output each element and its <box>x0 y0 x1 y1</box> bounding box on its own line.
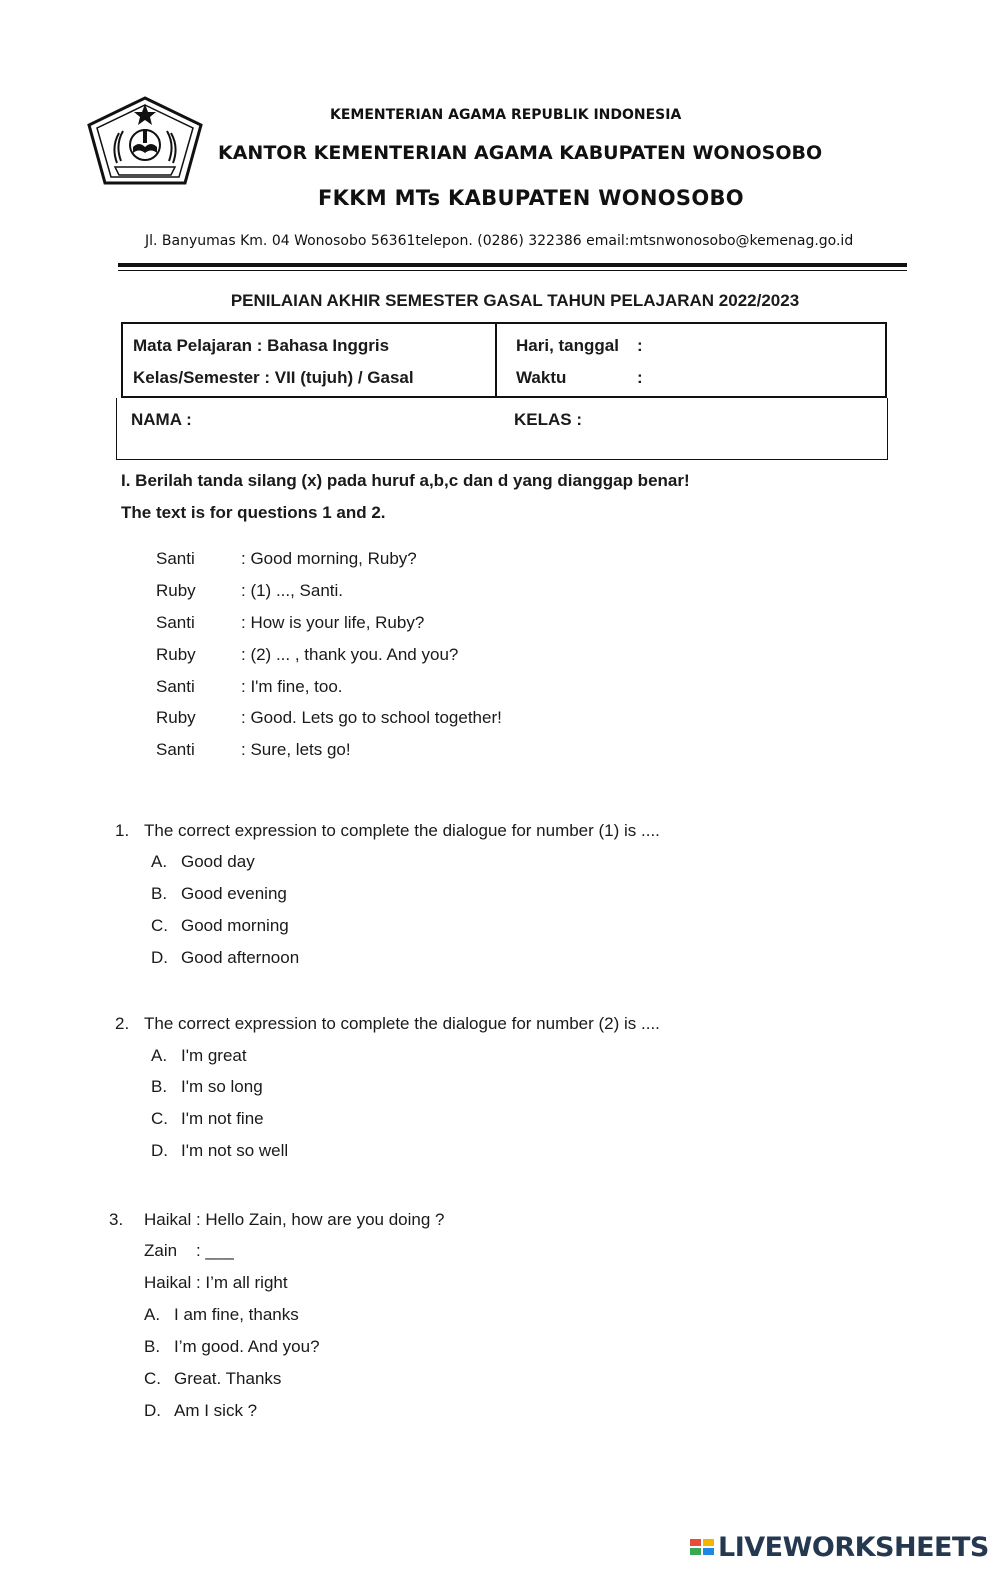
day-date-colon: : <box>637 336 643 355</box>
option-text[interactable]: I’m good. And you? <box>174 1337 320 1356</box>
dialogue-speaker: Santi <box>156 740 195 759</box>
liveworksheets-logo-icon <box>690 1539 714 1555</box>
dialogue-line: : (1) ..., Santi. <box>241 581 344 600</box>
day-date-label: Hari, tanggal <box>516 336 619 355</box>
exam-title: PENILAIAN AKHIR SEMESTER GASAL TAHUN PELAJARAN 2022/2023 <box>230 291 800 310</box>
option-letter[interactable]: B. <box>151 1077 168 1096</box>
option-letter[interactable]: A. <box>151 1046 168 1065</box>
question-number: 1. <box>115 821 130 840</box>
option-text[interactable]: I'm not so well <box>181 1141 289 1160</box>
question-dialogue-line: Zain : ___ <box>144 1241 234 1260</box>
text-reference: The text is for questions 1 and 2. <box>121 503 386 522</box>
forum-name: FKKM MTs KABUPATEN WONOSOBO <box>318 186 744 210</box>
question-stem: The correct expression to complete the dialogue for number (1) is .... <box>144 821 660 840</box>
option-text[interactable]: Am I sick ? <box>174 1401 258 1420</box>
liveworksheets-footer[interactable] <box>690 1530 989 1564</box>
ministry-logo-icon <box>85 95 205 187</box>
office-address: Jl. Banyumas Km. 04 Wonosobo 56361telepon. (0286) 322386 email:mtsnwonosobo@kemenag.go.id <box>145 233 854 249</box>
option-letter[interactable]: A. <box>144 1305 161 1324</box>
dialogue-speaker: Santi <box>156 677 195 696</box>
name-label: NAMA : <box>131 410 192 429</box>
question-number: 2. <box>115 1014 130 1033</box>
dialogue-speaker: Santi <box>156 549 195 568</box>
option-text[interactable]: I am fine, thanks <box>174 1305 299 1324</box>
option-text[interactable]: Good evening <box>181 884 287 903</box>
option-text[interactable]: I'm not fine <box>181 1109 264 1128</box>
question-stem: The correct expression to complete the dialogue for number (2) is .... <box>144 1014 660 1033</box>
option-letter[interactable]: D. <box>151 1141 168 1160</box>
option-letter[interactable]: B. <box>144 1337 161 1356</box>
time-label: Waktu <box>516 368 567 387</box>
logo-square-icon <box>703 1539 714 1546</box>
option-text[interactable]: I'm great <box>181 1046 247 1065</box>
subject-label: Mata Pelajaran : Bahasa Inggris <box>133 336 390 355</box>
option-letter[interactable]: B. <box>151 884 168 903</box>
dialogue-line: : I'm fine, too. <box>241 677 343 696</box>
main-instruction: I. Berilah tanda silang (x) pada huruf a,b,c dan d yang dianggap benar! <box>121 471 690 490</box>
header-rule-thin <box>118 270 907 271</box>
dialogue-line: : Good morning, Ruby? <box>241 549 417 568</box>
office-name: KANTOR KEMENTERIAN AGAMA KABUPATEN WONOSOBO <box>218 142 823 164</box>
info-box-divider <box>495 324 497 396</box>
question-number: 3. <box>109 1210 124 1229</box>
dialogue-line: : Good. Lets go to school together! <box>241 708 502 727</box>
question-dialogue-line: Haikal : Hello Zain, how are you doing ? <box>144 1210 445 1229</box>
option-letter[interactable]: D. <box>144 1401 161 1420</box>
logo-square-icon <box>703 1548 714 1555</box>
class-label: KELAS : <box>514 410 582 429</box>
dialogue-speaker: Santi <box>156 613 195 632</box>
time-colon: : <box>637 368 643 387</box>
dialogue-line: : How is your life, Ruby? <box>241 613 425 632</box>
dialogue-speaker: Ruby <box>156 581 196 600</box>
dialogue-line: : Sure, lets go! <box>241 740 351 759</box>
logo-square-icon <box>690 1539 701 1546</box>
option-letter[interactable]: C. <box>151 916 168 935</box>
option-text[interactable]: Good afternoon <box>181 948 300 967</box>
dialogue-line: : (2) ... , thank you. And you? <box>241 645 459 664</box>
option-text[interactable]: I'm so long <box>181 1077 263 1096</box>
header-rule-thick <box>118 263 907 267</box>
option-text[interactable]: Good morning <box>181 916 289 935</box>
option-text[interactable]: Great. Thanks <box>174 1369 282 1388</box>
ministry-name: KEMENTERIAN AGAMA REPUBLIK INDONESIA <box>330 107 682 123</box>
option-letter[interactable]: C. <box>144 1369 161 1388</box>
dialogue-speaker: Ruby <box>156 708 196 727</box>
liveworksheets-brand: LIVEWORKSHEETS <box>718 1531 989 1563</box>
option-letter[interactable]: C. <box>151 1109 168 1128</box>
question-dialogue-line: Haikal : I’m all right <box>144 1273 288 1292</box>
option-text[interactable]: Good day <box>181 852 255 871</box>
logo-square-icon <box>690 1548 701 1555</box>
student-info-box <box>116 398 888 460</box>
dialogue-speaker: Ruby <box>156 645 196 664</box>
class-semester-label: Kelas/Semester : VII (tujuh) / Gasal <box>133 368 414 387</box>
option-letter[interactable]: A. <box>151 852 168 871</box>
option-letter[interactable]: D. <box>151 948 168 967</box>
